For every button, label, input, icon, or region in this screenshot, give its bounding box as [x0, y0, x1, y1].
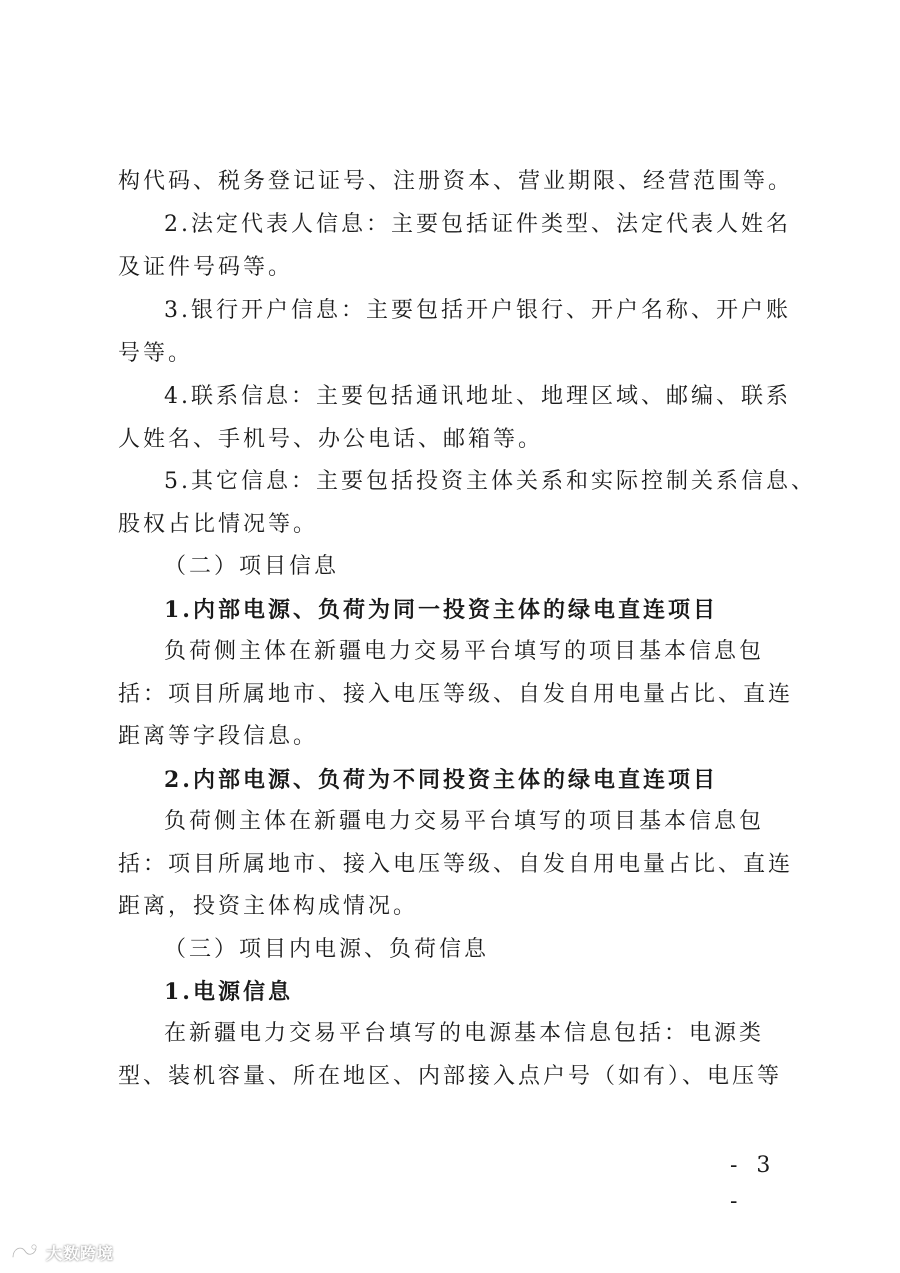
subsection-heading: 2.内部电源、负荷为不同投资主体的绿电直连项目: [164, 767, 718, 793]
body-line: 2.法定代表人信息：主要包括证件类型、法定代表人姓名: [164, 212, 791, 237]
page-number: - 3 -: [730, 1153, 777, 1214]
body-line: 括：项目所属地市、接入电压等级、自发自用电量占比、直连: [118, 852, 794, 877]
body-line: 股权占比情况等。: [118, 512, 319, 537]
body-line: 3.银行开户信息：主要包括开户银行、开户名称、开户账: [164, 298, 791, 323]
body-line: 构代码、税务登记证号、注册资本、营业期限、经营范围等。: [118, 169, 794, 194]
section-heading: （二）项目信息: [164, 554, 340, 579]
body-line: 括：项目所属地市、接入电压等级、自发自用电量占比、直连: [118, 682, 794, 707]
watermark-text: 大数跨境: [46, 1243, 115, 1263]
subsection-heading: 1.内部电源、负荷为同一投资主体的绿电直连项目: [164, 597, 718, 623]
body-line: 距离等字段信息。: [118, 724, 319, 749]
watermark: [10, 1238, 114, 1266]
body-line: 及证件号码等。: [118, 255, 294, 280]
section-heading: （三）项目内电源、负荷信息: [164, 937, 490, 962]
body-line: 负荷侧主体在新疆电力交易平台填写的项目基本信息包: [164, 639, 765, 664]
brand-logo-icon: [10, 1241, 40, 1263]
body-line: 4.联系信息：主要包括通讯地址、地理区域、邮编、联系: [164, 384, 791, 409]
body-line: 人姓名、手机号、办公电话、邮箱等。: [118, 427, 544, 452]
body-line: 距离，投资主体构成情况。: [118, 894, 419, 919]
body-line: 在新疆电力交易平台填写的电源基本信息包括：电源类: [164, 1021, 765, 1046]
body-line: 负荷侧主体在新疆电力交易平台填写的项目基本信息包: [164, 809, 765, 834]
body-line: 号等。: [118, 341, 194, 366]
subsection-heading: 1.电源信息: [164, 979, 293, 1005]
body-line: 5.其它信息：主要包括投资主体关系和实际控制关系信息、: [164, 469, 816, 494]
body-line: 型、装机容量、所在地区、内部接入点户号（如有）、电压等: [118, 1064, 783, 1089]
